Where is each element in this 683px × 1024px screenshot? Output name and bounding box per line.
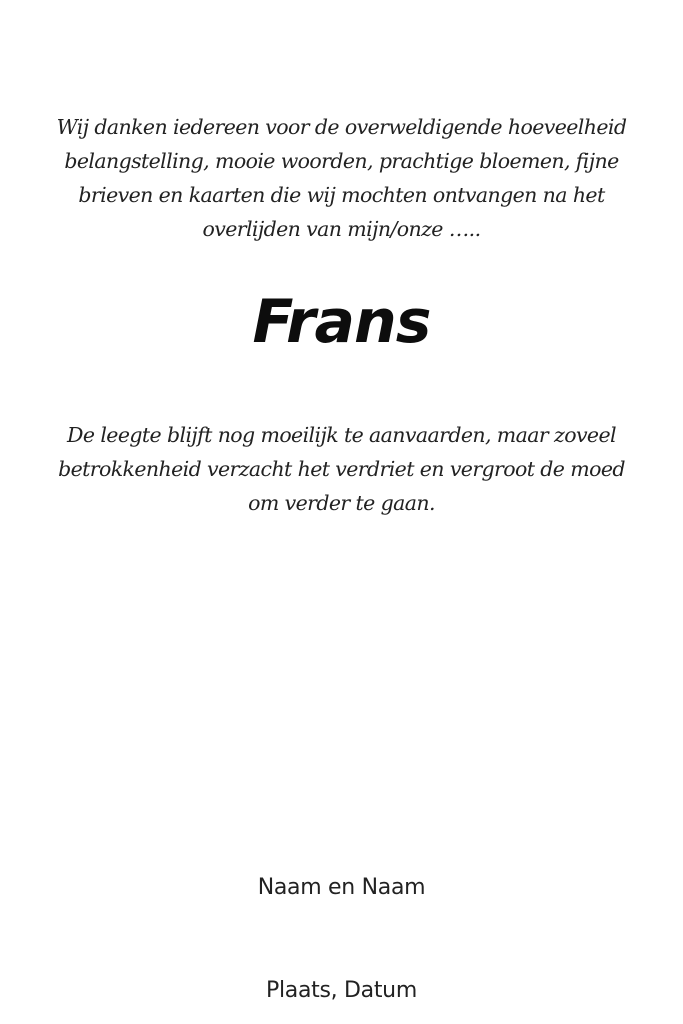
- signers: Naam en Naam: [257, 875, 426, 900]
- intro-text: Wij danken iedereen voor de overweldigende hoeveelheid belangstelling, mooie woorden, prachtige bloemen, fijne brieven en kaarten die wij mochten ontvangen na het overlijden van mijn/onze …..: [56, 115, 627, 241]
- closing-text: De leegte blijft nog moeilijk te aanvaarden, maar zoveel betrokkenheid verzacht het verdriet en vergroot de moed om verder te gaan.: [58, 423, 625, 515]
- place-date: Plaats, Datum: [266, 978, 417, 1003]
- deceased-name: Frans: [252, 287, 431, 357]
